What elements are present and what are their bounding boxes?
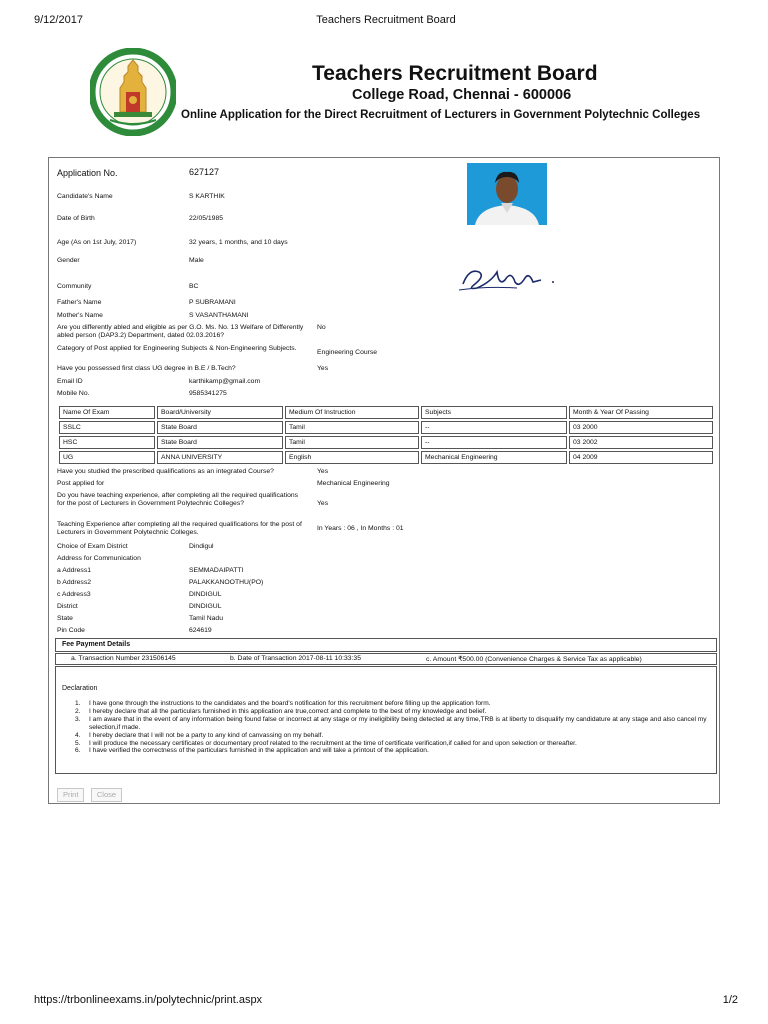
- table-cell: Tamil: [285, 436, 419, 449]
- organization-name: Teachers Recruitment Board: [312, 62, 598, 85]
- declaration-title: Declaration: [62, 685, 98, 692]
- qualification-table: [57, 404, 715, 466]
- table-cell: State Board: [157, 436, 283, 449]
- experience-duration-label: Teaching Experience after completing all the required qualifications for the post of Lecturers in Government Polytechnic Colleges.: [57, 521, 302, 536]
- print-button[interactable]: Print: [57, 788, 84, 802]
- declaration-item: 4. I hereby declare that I will not be a party to any kind of canvassing on my behalf.: [75, 731, 324, 739]
- transaction-amount: c. Amount ₹500.00 (Convenience Charges & Service Tax as applicable): [426, 656, 642, 663]
- table-cell: State Board: [157, 421, 283, 434]
- ug-degree-label: Have you possessed first class UG degree in B.E / B.Tech?: [57, 365, 236, 372]
- mother-name-label: Mother's Name: [57, 312, 103, 319]
- board-title-block: [178, 62, 734, 121]
- differently-abled-value: No: [317, 324, 326, 331]
- dob-value: 22/05/1985: [189, 215, 224, 222]
- print-footer: [34, 994, 738, 1008]
- signature-icon: [457, 260, 567, 296]
- declaration-item: 1. I have gone through the instructions to the candidates and the board's notification for this recruitment before filling up the application form.: [75, 700, 491, 707]
- print-header: [34, 14, 738, 28]
- father-name-label: Father's Name: [57, 299, 102, 306]
- table-cell: UG: [59, 451, 155, 464]
- mobile-label: Mobile No.: [57, 390, 90, 397]
- applicant-photo: [467, 163, 547, 225]
- table-row: [59, 421, 713, 434]
- table-cell: English: [285, 451, 419, 464]
- column-header: Subjects: [421, 406, 567, 419]
- table-cell: --: [421, 436, 567, 449]
- table-row: [59, 436, 713, 449]
- differently-abled-label: Are you differently abled and eligible as per G.O. Ms. No. 13 Welfare of Differently abled person (DAP3.2) Department, dated 02.03.2016?: [57, 324, 304, 339]
- table-cell: Mechanical Engineering: [421, 451, 567, 464]
- dob-label: Date of Birth: [57, 215, 95, 222]
- integrated-course-value: Yes: [317, 468, 329, 475]
- print-date: 9/12/2017: [34, 14, 83, 26]
- gender-value: Male: [189, 257, 204, 264]
- page-number: 1/2: [722, 994, 738, 1006]
- transaction-number: a. Transaction Number 231506145: [71, 655, 176, 662]
- application-no-value: 627127: [189, 167, 220, 177]
- exam-district-value: Dindigul: [189, 543, 214, 550]
- application-card: [48, 157, 720, 804]
- declaration-list: [75, 700, 711, 755]
- state-emblem-icon: [90, 48, 176, 136]
- table-cell: 04 2009: [569, 451, 713, 464]
- age-value: 32 years, 1 months, and 10 days: [189, 239, 288, 246]
- table-cell: ANNA UNIVERSITY: [157, 451, 283, 464]
- teaching-experience-label: Do you have teaching experience, after completing all the required qualifications for the post of Lecturers in Government Polytechnic Colleges?: [57, 492, 299, 507]
- table-cell: 03 2002: [569, 436, 713, 449]
- fee-payment-heading: Fee Payment Details: [55, 638, 717, 652]
- pincode-label: Pin Code: [57, 627, 85, 634]
- form-subtitle: Online Application for the Direct Recruitment of Lecturers in Government Polytechnic Colleges: [181, 109, 701, 121]
- ug-degree-value: Yes: [317, 365, 329, 372]
- column-header: Board/University: [157, 406, 283, 419]
- gender-label: Gender: [57, 257, 80, 264]
- declaration-item: 6. I have verified the correctness of the particulars furnished in the application and will take a printout of the application.: [75, 747, 429, 755]
- fee-payment-row: [55, 653, 717, 665]
- mobile-value: 9585341275: [189, 390, 227, 397]
- state-value: Tamil Nadu: [189, 615, 223, 622]
- close-button[interactable]: Close: [91, 788, 122, 802]
- post-applied-label: Post applied for: [57, 480, 105, 487]
- candidate-name-value: S KARTHIK: [189, 193, 225, 200]
- state-label: State: [57, 615, 73, 622]
- teaching-experience-value: Yes: [317, 500, 329, 507]
- address2-value: PALAKKANOOTHU(PO): [189, 579, 264, 586]
- declaration-item: 5. I will produce the necessary certificates or documentary proof related to the recruitment at the time of certificate verification,if called for and upon selection or thereafter.: [75, 739, 577, 747]
- declaration-item: 2. I hereby declare that all the particulars furnished in this application are true,correct and complete to the best of my knowledge and belief.: [75, 707, 487, 715]
- table-cell: SSLC: [59, 421, 155, 434]
- email-value: karthikamp@gmail.com: [189, 378, 261, 385]
- print-page-title: Teachers Recruitment Board: [316, 14, 456, 26]
- pincode-value: 624619: [189, 627, 212, 634]
- table-cell: Tamil: [285, 421, 419, 434]
- address3-label: c Address3: [57, 591, 91, 598]
- table-cell: --: [421, 421, 567, 434]
- mother-name-value: S VASANTHAMANI: [189, 312, 249, 319]
- integrated-course-label: Have you studied the prescribed qualifications as an integrated Course?: [57, 468, 274, 475]
- post-category-label: Category of Post applied for Engineering Subjects & Non-Engineering Subjects.: [57, 345, 297, 352]
- transaction-date: b. Date of Transaction 2017-08-11 10:33:35: [230, 655, 361, 662]
- father-name-value: P SUBRAMANI: [189, 299, 236, 306]
- address1-value: SEMMADAIPATTI: [189, 567, 244, 574]
- experience-duration-value: In Years : 06 , In Months : 01: [317, 525, 404, 532]
- age-label: Age (As on 1st July, 2017): [57, 239, 137, 246]
- email-label: Email ID: [57, 378, 83, 385]
- address2-label: b Address2: [57, 579, 92, 586]
- application-no-label: Application No.: [57, 168, 118, 178]
- column-header: Name Of Exam: [59, 406, 155, 419]
- post-applied-value: Mechanical Engineering: [317, 480, 390, 487]
- action-buttons: [57, 784, 124, 798]
- column-header: Medium Of Instruction: [285, 406, 419, 419]
- address3-value: DINDIGUL: [189, 591, 222, 598]
- table-cell: HSC: [59, 436, 155, 449]
- post-category-value: Engineering Course: [317, 349, 378, 356]
- organization-address: College Road, Chennai - 600006: [352, 87, 572, 103]
- page-url: https://trbonlineexams.in/polytechnic/print.aspx: [34, 994, 263, 1006]
- declaration-item: 3. I am aware that in the event of any information being found false or incorrect at any stage or my ineligibility being detected at any time,TRB is at liberty to disqualify my candidature at any stage and also cancel my selection,if made.: [75, 715, 707, 731]
- district-label: District: [57, 603, 78, 610]
- address-heading: Address for Communication: [57, 555, 141, 562]
- exam-district-label: Choice of Exam District: [57, 543, 128, 550]
- table-header-row: [59, 406, 713, 419]
- declaration-section: [55, 666, 717, 774]
- address1-label: a Address1: [57, 567, 92, 574]
- community-label: Community: [57, 283, 92, 290]
- table-row: [59, 451, 713, 464]
- table-cell: 03 2000: [569, 421, 713, 434]
- candidate-name-label: Candidate's Name: [57, 193, 113, 200]
- community-value: BC: [189, 283, 199, 290]
- column-header: Month & Year Of Passing: [569, 406, 713, 419]
- district-value: DINDIGUL: [189, 603, 222, 610]
